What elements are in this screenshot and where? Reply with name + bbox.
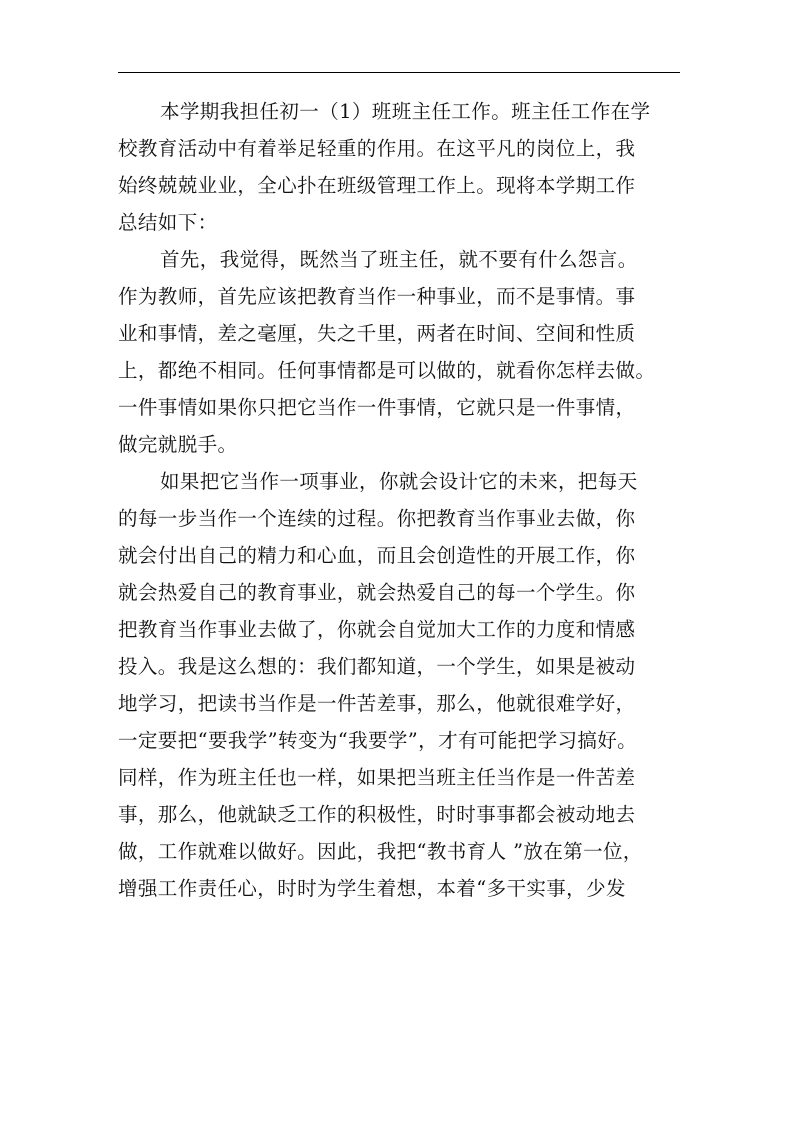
paragraph-3-line-3: 就会付出自己的精力和心血，而且会创造性的开展工作，你 bbox=[118, 544, 636, 567]
paragraph-1-line-2: 校教育活动中有着举足轻重的作用。在这平凡的岗位上，我 bbox=[118, 137, 636, 160]
paragraph-3-line-10: 事，那么，他就缺乏工作的积极性，时时事事都会被动地去 bbox=[118, 803, 636, 826]
paragraph-3-line-8: 一定要把“要我学”转变为“我要学”，才有可能把学习搞好。 bbox=[118, 729, 638, 752]
paragraph-2-line-5: 一件事情如果你只把它当作一件事情，它就只是一件事情， bbox=[118, 396, 636, 419]
paragraph-2-line-2: 作为教师，首先应该把教育当作一种事业，而不是事情。事 bbox=[118, 285, 636, 308]
paragraph-1-line-1: 本学期我担任初一（1）班班主任工作。班主任工作在学 bbox=[160, 100, 651, 123]
paragraph-2-line-4: 上，都绝不相同。任何事情都是可以做的，就看你怎样去做。 bbox=[118, 359, 656, 382]
paragraph-3-line-5: 把教育当作事业去做了，你就会自觉加大工作的力度和情感 bbox=[118, 618, 636, 641]
paragraph-1-line-3: 始终兢兢业业，全心扑在班级管理工作上。现将本学期工作 bbox=[118, 174, 636, 197]
paragraph-2-line-3: 业和事情，差之毫厘，失之千里，两者在时间、空间和性质 bbox=[118, 322, 636, 345]
paragraph-3-line-11: 做，工作就难以做好。因此，我把“教书育人 ”放在第一位， bbox=[118, 840, 643, 863]
header-rule bbox=[118, 72, 680, 73]
paragraph-3-line-4: 就会热爱自己的教育事业，就会热爱自己的每一个学生。你 bbox=[118, 581, 636, 604]
paragraph-1-line-4: 总结如下： bbox=[118, 211, 218, 234]
document-body bbox=[118, 93, 693, 907]
paragraph-3-line-7: 地学习，把读书当作是一件苦差事，那么，他就很难学好， bbox=[118, 692, 636, 715]
paragraph-3-line-1: 如果把它当作一项事业，你就会设计它的未来，把每天 bbox=[160, 470, 638, 493]
paragraph-3-line-2: 的每一步当作一个连续的过程。你把教育当作事业去做，你 bbox=[118, 507, 636, 530]
paragraph-2-line-6: 做完就脱手。 bbox=[118, 433, 238, 456]
paragraph-3-line-6: 投入。我是这么想的：我们都知道，一个学生，如果是被动 bbox=[118, 655, 636, 678]
paragraph-2-line-1: 首先，我觉得，既然当了班主任，就不要有什么怨言。 bbox=[160, 248, 638, 271]
paragraph-3-line-9: 同样，作为班主任也一样，如果把当班主任当作是一件苦差 bbox=[118, 766, 636, 789]
paragraph-3-line-12: 增强工作责任心，时时为学生着想，本着“多干实事，少发 bbox=[118, 877, 626, 900]
